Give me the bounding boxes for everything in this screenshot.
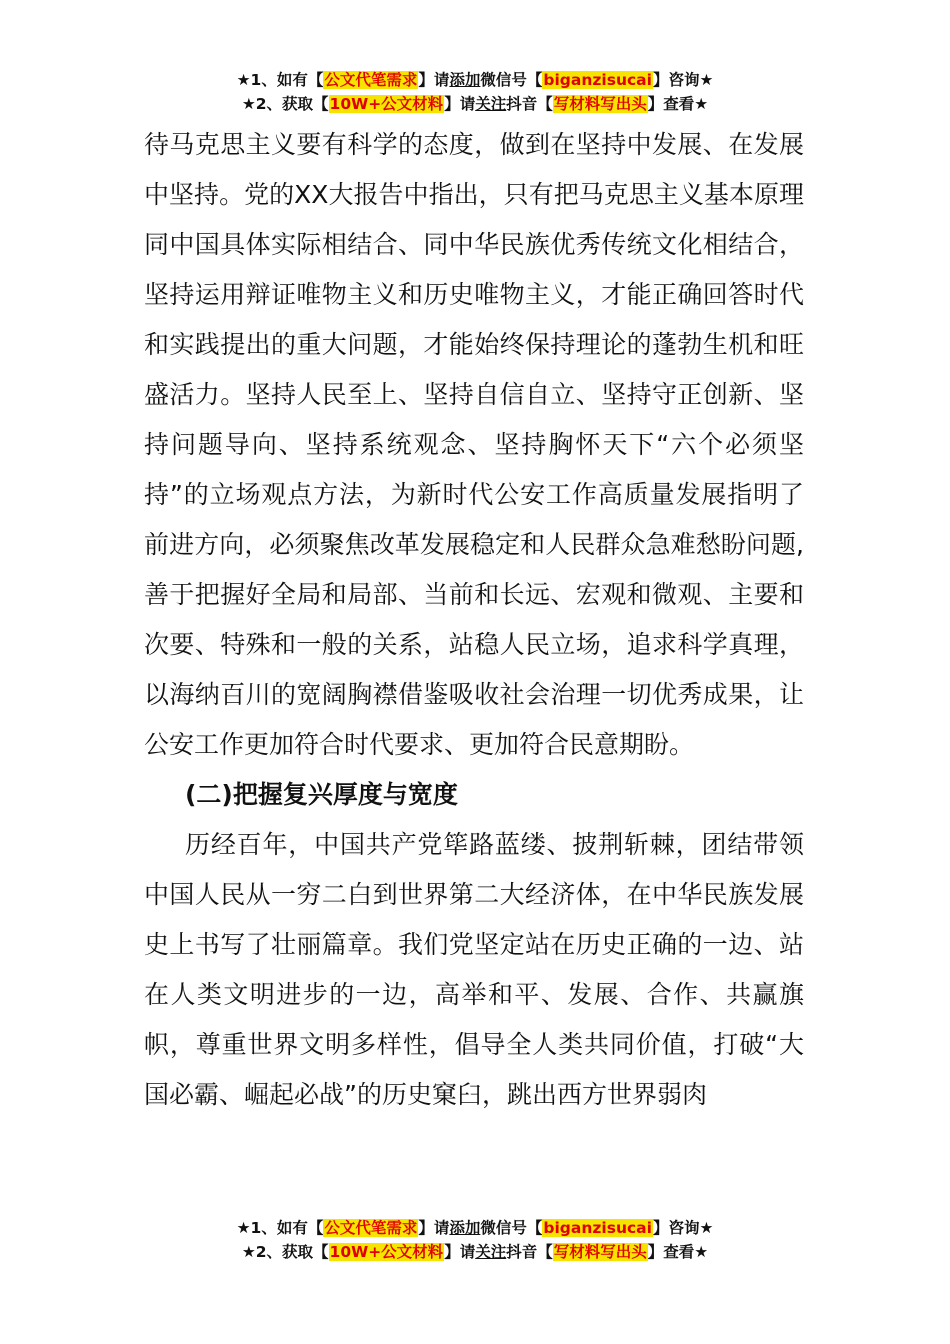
- banner-underlined: 添加: [449, 71, 481, 89]
- banner-text: ★2、获取【: [241, 95, 329, 113]
- banner-highlight: 10W+公文材料: [329, 1243, 444, 1261]
- banner-text: 】请: [418, 71, 450, 89]
- banner-highlight: biganzisucai: [543, 1219, 652, 1237]
- banner-highlight: 写材料写出头: [553, 1243, 647, 1261]
- section-heading: (二)把握复兴厚度与宽度: [185, 780, 458, 809]
- banner-text: 】咨询★: [652, 71, 714, 89]
- banner-underlined: 添加: [449, 1219, 481, 1237]
- banner-highlight: 公文代笔需求: [324, 1219, 418, 1237]
- banner-line-1: [0, 1216, 950, 1240]
- banner-underlined: 关注: [475, 95, 507, 113]
- banner-text: 】咨询★: [652, 1219, 714, 1237]
- banner-text: 微信号【: [480, 1219, 543, 1237]
- banner-highlight: 公文代笔需求: [324, 71, 418, 89]
- banner-line-2: [0, 1240, 950, 1264]
- banner-underlined: 关注: [475, 1243, 507, 1261]
- banner-text: 】请: [444, 95, 476, 113]
- paragraph: 待马克思主义要有科学的态度，做到在坚持中发展、在发展中坚持。党的XX大报告中指出，只有把马克思主义基本原理同中国具体实际相结合、同中华民族优秀传统文化相结合，坚持运用辩证唯物主义和历史唯物主义，才能正确回答时代和实践提出的重大问题，才能始终保持理论的蓬勃生机和旺盛活力。坚持人民至上、坚持自信自立、坚持守正创新、坚持问题导向、坚持系统观念、坚持胸怀天下“六个必须坚持”的立场观点方法，为新时代公安工作高质量发展指明了前进方向，必须聚焦改革发展稳定和人民群众急难愁盼问题,善于把握好全局和局部、当前和长远、宏观和微观、主要和次要、特殊和一般的关系，站稳人民立场，追求科学真理，以海纳百川的宽阔胸襟借鉴吸收社会治理一切优秀成果，让公安工作更加符合时代要求、更加符合民意期盼。: [144, 130, 804, 759]
- banner-text: ★1、如有【: [236, 1219, 324, 1237]
- banner-line-1: [0, 68, 950, 92]
- banner-text: ★1、如有【: [236, 71, 324, 89]
- banner-text: 抖音【: [506, 1243, 553, 1261]
- footer-banner: [0, 1216, 950, 1264]
- banner-text: ★2、获取【: [241, 1243, 329, 1261]
- banner-text: 】请: [418, 1219, 450, 1237]
- banner-line-2: [0, 92, 950, 116]
- banner-text: 微信号【: [480, 71, 543, 89]
- banner-text: 】请: [444, 1243, 476, 1261]
- banner-highlight: 10W+公文材料: [329, 95, 444, 113]
- banner-text: 】查看★: [647, 95, 709, 113]
- banner-text: 抖音【: [506, 95, 553, 113]
- banner-text: 】查看★: [647, 1243, 709, 1261]
- document-body: [144, 120, 804, 1120]
- paragraph: 历经百年，中国共产党筚路蓝缕、披荆斩棘，团结带领中国人民从一穷二白到世界第二大经济体，在中华民族发展史上书写了壮丽篇章。我们党坚定站在历史正确的一边、站在人类文明进步的一边，高举和平、发展、合作、共赢旗帜，尊重世界文明多样性，倡导全人类共同价值，打破“大国必霸、崛起必战”的历史窠臼，跳出西方世界弱肉: [144, 830, 804, 1109]
- banner-highlight: 写材料写出头: [553, 95, 647, 113]
- header-banner: [0, 68, 950, 116]
- banner-highlight: biganzisucai: [543, 71, 652, 89]
